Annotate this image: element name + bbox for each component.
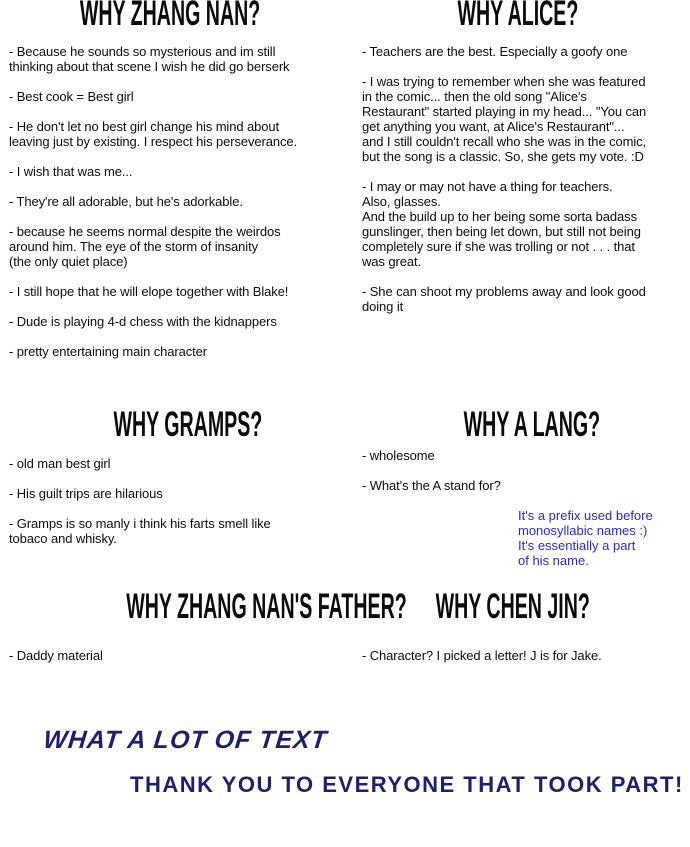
section-why-alice — [345, 0, 690, 329]
section-title-zhang-nan — [0, 0, 343, 33]
comment: - Teachers are the best. Especially a goofy one — [362, 44, 628, 59]
footer-remark: WHAT A LOT OF TEXT — [42, 726, 329, 754]
comment-list — [345, 626, 690, 663]
comment-list — [345, 33, 690, 314]
section-title-father — [16, 587, 407, 626]
section-title-text: WHY ZHANG NAN'S FATHER? — [126, 587, 407, 626]
section-title-text: WHY CHEN JIN? — [435, 587, 590, 626]
comment: - What's the A stand for? — [362, 478, 501, 493]
section-title-a-lang — [359, 406, 690, 444]
section-why-zhang-nan — [0, 0, 345, 374]
section-title-chen-jin — [340, 588, 685, 626]
comment-list — [0, 626, 345, 663]
comment: - because he seems normal despite the weirdos around him. The eye of the storm of insanity (the only quiet place) — [9, 224, 281, 269]
section-title-text: WHY ALICE? — [457, 0, 578, 33]
comment: - Best cook = Best girl — [9, 89, 134, 104]
section-title-text: WHY A LANG? — [463, 405, 600, 444]
section-why-a-lang — [345, 406, 690, 568]
comment: - Character? I picked a letter! J is for Jake. — [362, 648, 602, 663]
section-title-gramps — [15, 406, 360, 444]
author-reply-note: It's a prefix used before monosyllabic names :) It's essentially a part of his name. — [518, 508, 653, 568]
comment: - His guilt trips are hilarious — [9, 486, 163, 501]
comment: - I may or may not have a thing for teachers. Also, glasses. And the build up to her being some sorta badass gunslinger, then being let down, but still not being completely sure if she was trolling or not . . . that was great. — [362, 179, 641, 269]
comment: - wholesome — [362, 448, 435, 463]
comment: - Gramps is so manly i think his farts smell like tobaco and whisky. — [9, 516, 271, 546]
section-title-alice — [345, 0, 690, 33]
section-title-text: WHY ZHANG NAN? — [80, 0, 261, 33]
comment-list — [0, 444, 345, 546]
section-title-text: WHY GRAMPS? — [113, 405, 262, 444]
comment: - He don't let no best girl change his mind about leaving just by existing. I respect his perseverance. — [9, 119, 298, 149]
comment: - Daddy material — [9, 648, 103, 663]
section-why-gramps — [0, 406, 345, 561]
comment: - She can shoot my problems away and look good doing it — [362, 284, 646, 314]
comment: - I wish that was me... — [9, 164, 133, 179]
comment-list — [0, 33, 345, 359]
section-why-chen-jin — [345, 588, 690, 678]
comment-list — [345, 444, 690, 568]
comment: - Because he sounds so mysterious and im still thinking about that scene I wish he did go berserk — [9, 44, 290, 74]
footer-thanks: THANK YOU TO EVERYONE THAT TOOK PART! — [130, 772, 684, 797]
comment: - I still hope that he will elope together with Blake! — [9, 284, 289, 299]
comment: - I was trying to remember when she was featured in the comic... then the old song "Alice's Restaurant" started playing in my head... "You can get anything you want, at Alice's Restaurant"... and I still couldn't recall who she was in the comic, but the song is a classic. So, she gets my vote. :D — [362, 74, 647, 164]
comment: - old man best girl — [9, 456, 111, 471]
section-why-zhang-nans-father — [0, 587, 407, 678]
comment: - Dude is playing 4-d chess with the kidnappers — [9, 314, 277, 329]
comment: - They're all adorable, but he's adorkable. — [9, 194, 243, 209]
comment: - pretty entertaining main character — [9, 344, 207, 359]
